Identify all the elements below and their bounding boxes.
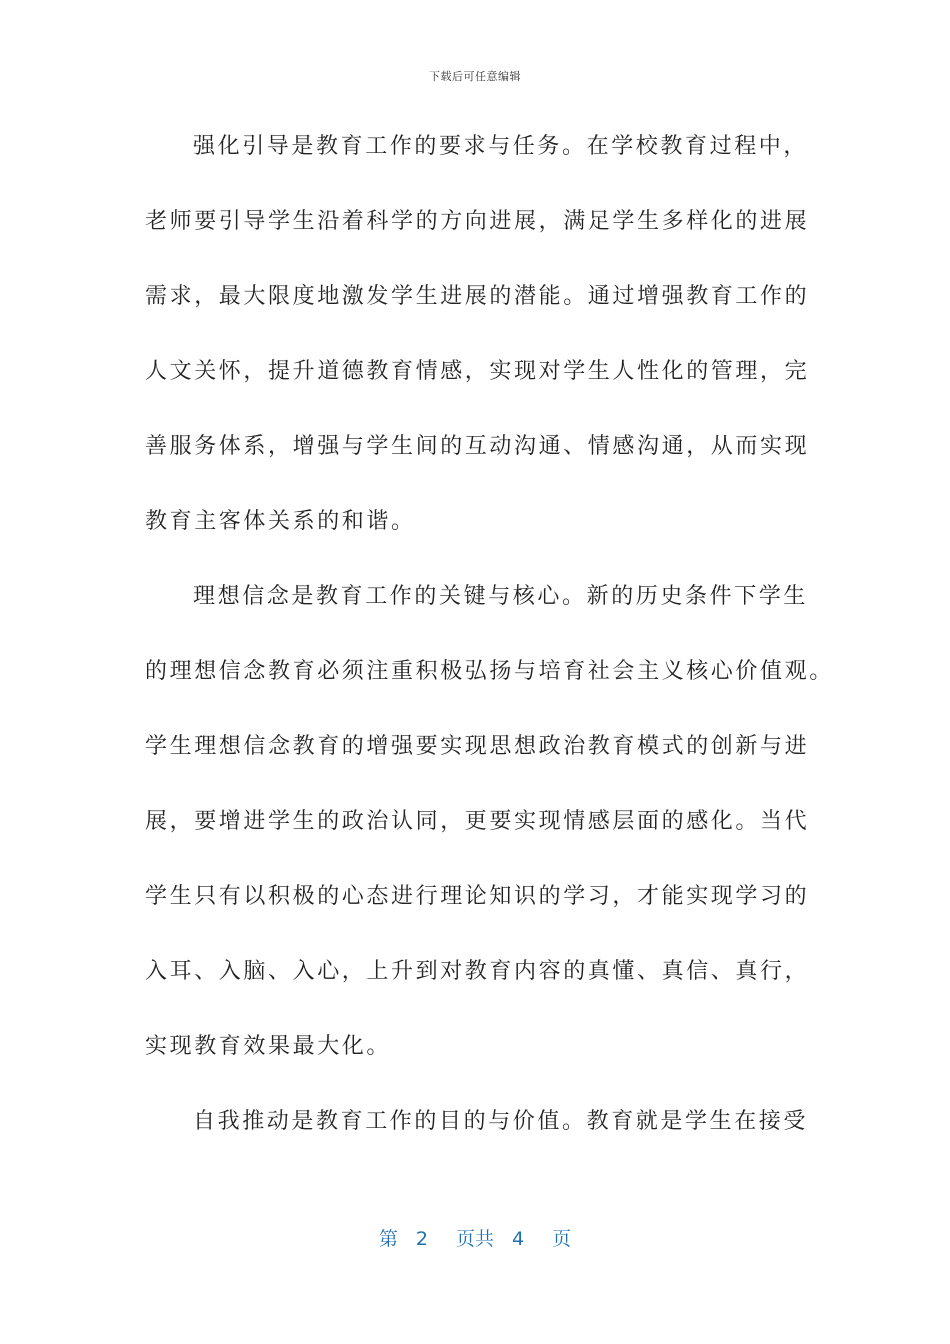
- paragraph-2-line-4: 展，要增进学生的政治认同，更要实现情感层面的感化。当代: [145, 809, 810, 834]
- page-footer: [0, 1224, 950, 1251]
- paragraph-1-line-2: 老师要引导学生沿着科学的方向进展，满足学生多样化的进展: [145, 209, 810, 234]
- paragraph-1-line-5: 善服务体系，增强与学生间的互动沟通、情感沟通，从而实现: [145, 434, 810, 459]
- paragraph-2-line-2: 的理想信念教育必须注重积极弘扬与培育社会主义核心价值观。: [145, 659, 834, 684]
- total-pages-number: 4: [512, 1228, 525, 1250]
- paragraph-2-line-7: 实现教育效果最大化。: [145, 1034, 392, 1059]
- paragraph-1-line-4: 人文关怀，提升道德教育情感，实现对学生人性化的管理，完: [145, 359, 810, 384]
- paragraph-1-line-6: 教育主客体关系的和谐。: [145, 509, 416, 534]
- paragraph-2-line-5: 学生只有以积极的心态进行理论知识的学习，才能实现学习的: [145, 884, 810, 909]
- paragraph-3-line-1: 自我推动是教育工作的目的与价值。教育就是学生在接受: [193, 1109, 809, 1134]
- header-note: 下载后可任意编辑: [429, 70, 521, 83]
- document-body: [145, 128, 834, 1178]
- page-label-mid: 页共: [455, 1228, 494, 1250]
- paragraph-2-line-3: 学生理想信念教育的增强要实现思想政治教育模式的创新与进: [145, 734, 810, 759]
- page-label-prefix: 第: [378, 1228, 398, 1250]
- current-page-number: 2: [415, 1228, 428, 1250]
- paragraph-1-line-3: 需求，最大限度地激发学生进展的潜能。通过增强教育工作的: [145, 284, 810, 309]
- paragraph-2-line-6: 入耳、入脑、入心，上升到对教育内容的真懂、真信、真行，: [145, 959, 810, 984]
- paragraph-1-line-1: 强化引导是教育工作的要求与任务。在学校教育过程中，: [193, 134, 809, 159]
- paragraph-2-line-1: 理想信念是教育工作的关键与核心。新的历史条件下学生: [193, 584, 809, 609]
- page-label-suffix: 页: [552, 1228, 572, 1250]
